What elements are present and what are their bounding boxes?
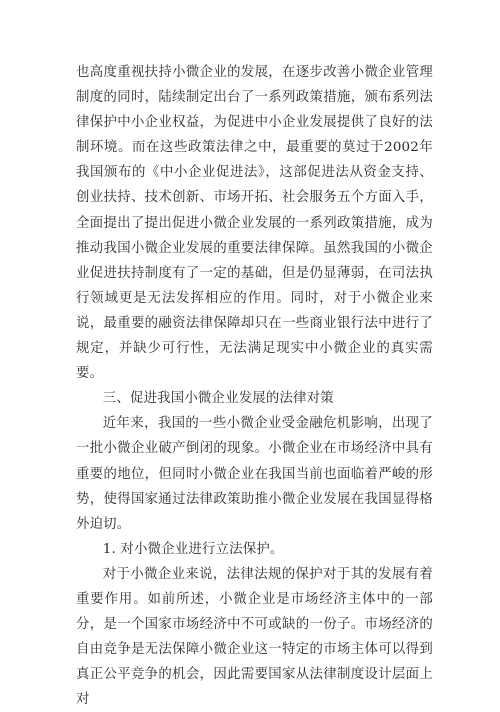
paragraph-legal-environment: 也高度重视扶持小微企业的发展，在逐步改善小微企业管理制度的同时，陆续制定出台了一系列政策措施，颁布系列法律保护中小企业权益，为促进中小企业发展提供了良好的法制环境。而在这些政策法律之中，最重要的莫过于2002年我国颁布的《中小企业促进法》，这部促进法从资金支持、创业扶持、技术创新、市场开拓、社会服务五个方面入手，全面提出了提出促进小微企业发展的一系列政策措施，成为推动我国小微企业发展的重要法律保障。虽然我国的小微企业促进扶持制度有了一定的基础，但是仍显薄弱，在司法执行领域更是无法发挥相应的作用。同时，对于小微企业来说，最重要的融资法律保障却只在一些商业银行法中进行了规定，并缺少可行性，无法满足现实中小微企业的真实需要。 [76,65,433,382]
paragraph-financial-crisis-impact: 近年来，我国的一些小微企业受金融危机影响，出现了一批小微企业破产倒闭的现象。小微企业在市场经济中具有重要的地位，但同时小微企业在我国当前也面临着严峻的形势，使得国家通过法律政策助推小微企业发展在我国显得格外迫切。 [76,416,433,532]
paragraph-legal-protection-importance: 对于小微企业来说，法律法规的保护对于其的发展有着重要作用。如前所述，小微企业是市场经济主体中的一部分，是一个国家市场经济中不可或缺的一份子。市场经济的自由竞争是无法保障小微企业这一特定的市场主体可以得到真正公平竞争的机会，因此需要国家从法律制度设计层面上对 [76,566,433,708]
section-heading-legal-countermeasures: 三、促进我国小微企业发展的法律对策 [102,391,334,407]
subsection-heading-legislative-protection: 1. 对小微企业进行立法保护。 [102,541,284,557]
document-body [76,60,433,712]
